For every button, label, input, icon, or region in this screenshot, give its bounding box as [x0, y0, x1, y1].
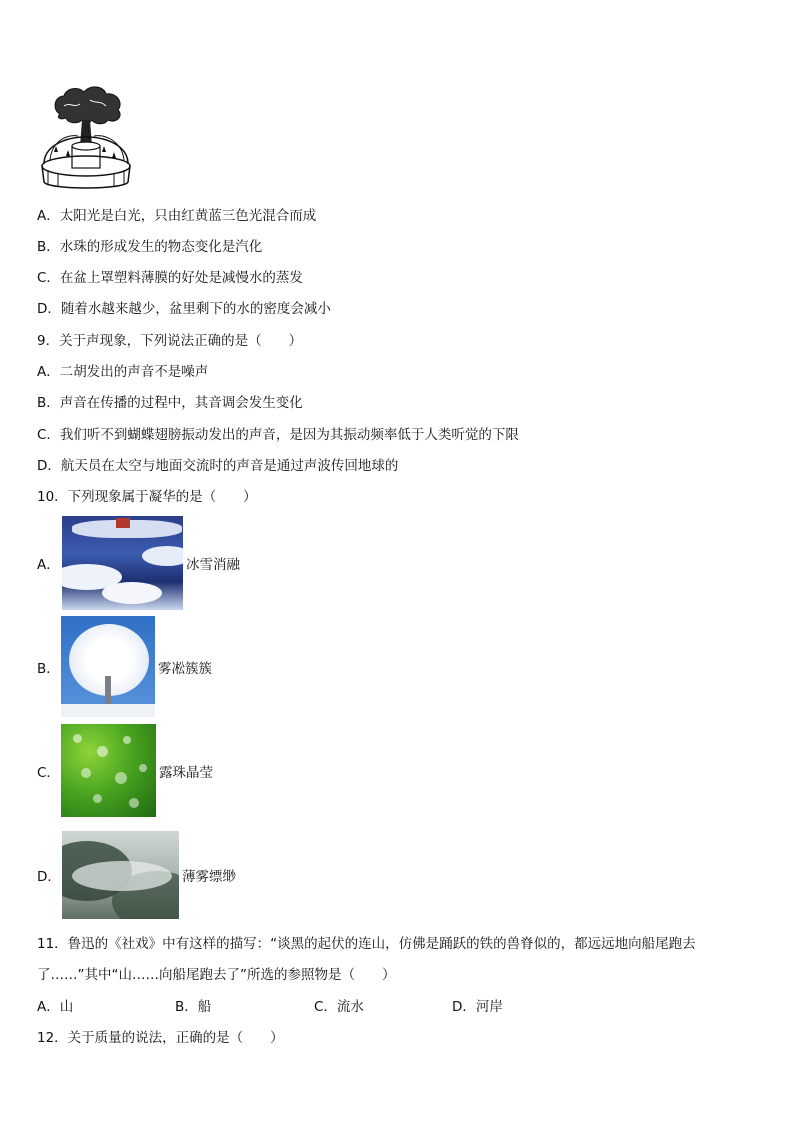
misty-mountain-image — [62, 831, 179, 919]
q8-option-b: B．水珠的形成发生的物态变化是汽化 — [37, 239, 263, 255]
q9-option-b: B．声音在传播的过程中，其音调会发生变化 — [37, 395, 303, 411]
q10-option-b-caption: 雾凇簇簇 — [158, 661, 212, 677]
q8-option-c: C．在盆上罩塑料薄膜的好处是减慢水的蒸发 — [37, 270, 303, 286]
q10-option-d-label: D． — [37, 869, 61, 885]
q11-stem-line1: 11．鲁迅的《社戏》中有这样的描写：“谈黑的起伏的连山，仿佛是踊跃的铁的兽脊似的，都远远地向船尾跑去 — [37, 936, 696, 952]
q9-option-c: C．我们听不到蝴蝶翅膀振动发出的声音，是因为其振动频率低于人类听觉的下限 — [37, 427, 519, 443]
q8-option-a: A．太阳光是白光，只由红黄蓝三色光混合而成 — [37, 208, 317, 224]
q11-option-a: A．山 — [37, 999, 74, 1015]
q11-option-b: B．船 — [175, 999, 212, 1015]
rime-tree-image — [61, 616, 155, 717]
q11-options — [0, 998, 794, 1018]
q11-option-c: C．流水 — [314, 999, 364, 1015]
melting-ice-image — [62, 516, 183, 610]
basin-tree-figure — [38, 84, 134, 192]
q9-option-d: D．航天员在太空与地面交流时的声音是通过声波传回地球的 — [37, 458, 399, 474]
q11-stem-line2: 了……”其中“山……向船尾跑去了”所选的参照物是（ ） — [37, 967, 396, 983]
q11-option-d: D．河岸 — [452, 999, 503, 1015]
q10-option-a-caption: 冰雪消融 — [186, 557, 240, 573]
dew-leaf-image — [61, 724, 156, 817]
q9-option-a: A．二胡发出的声音不是噪声 — [37, 364, 209, 380]
q8-option-d: D．随着水越来越少，盆里剩下的水的密度会减小 — [37, 301, 331, 317]
q9-stem: 9．关于声现象，下列说法正确的是（ ） — [37, 333, 303, 349]
q10-option-d-caption: 薄雾缥缈 — [182, 869, 236, 885]
q10-option-a-label: A． — [37, 557, 60, 573]
q10-option-c-caption: 露珠晶莹 — [159, 765, 213, 781]
q10-option-b-label: B． — [37, 661, 60, 677]
q10-option-c-label: C． — [37, 765, 60, 781]
q10-stem: 10．下列现象属于凝华的是（ ） — [37, 489, 257, 505]
q12-stem: 12．关于质量的说法，正确的是（ ） — [37, 1030, 284, 1046]
